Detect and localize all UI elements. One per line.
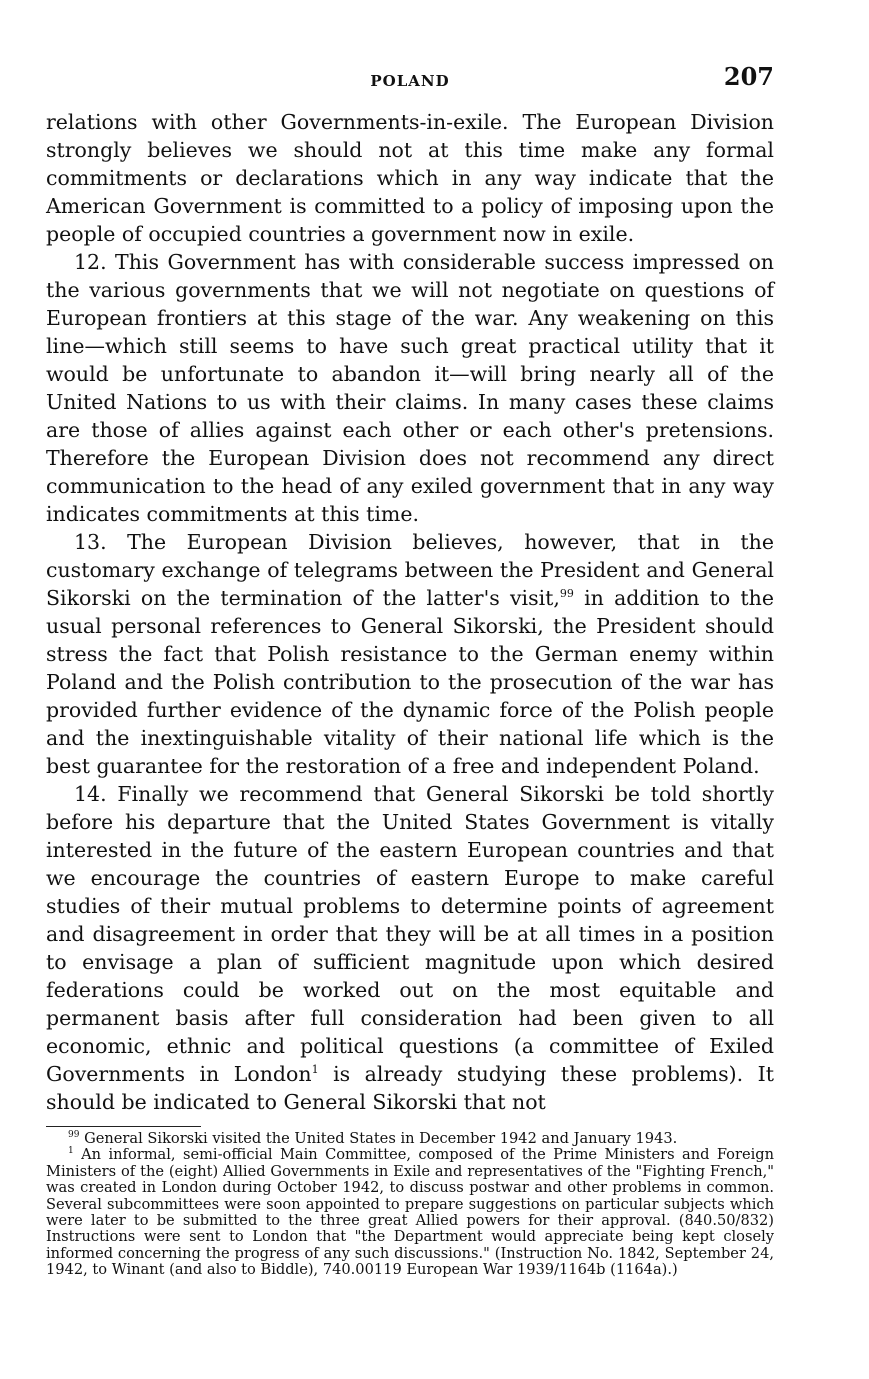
footnote-1-mark: 1 [68,1146,74,1157]
footnote-99 [46,1131,774,1147]
running-title: POLAND [370,72,450,90]
page-number: 207 [723,62,774,91]
footnote-ref-99: 99 [559,587,574,601]
footnote-99-text: General Sikorski visited the United States in December 1942 and January 1943. [84,1130,678,1147]
footnote-ref-1: 1 [311,1063,319,1077]
paragraph-14-part-a: 14. Finally we recommend that General Sikorski be told shortly before his departure that the United States Government is vitally interested in the future of the eastern European countries and that we encourage the countries of eastern Europe to make careful studies of their mutual problems to determine points of agreement and disagreement in order that they will be at all times in a position to envisage a plan of sufficient magnitude upon which desired federations could be worked out on the most equitable and permanent basis after full consideration had been given to all economic, ethnic and political questions (a committee of Exiled Governments in London [46,782,774,1086]
document-page [46,60,774,1279]
page-header [46,60,774,108]
paragraph-13-part-b: in addition to the usual personal references to General Sikorski, the President should stress the fact that Polish resistance to the German enemy within Poland and the Polish contribution to the prosecution of the war has provided further evidence of the dynamic force of the Polish people and the inextinguishable vitality of their national life which is the best guarantee for the restoration of a free and independent Poland. [46,586,774,778]
footnote-99-mark: 99 [68,1130,80,1141]
paragraph-14 [46,780,774,1116]
footnote-1-text: An informal, semi-official Main Committee, composed of the Prime Ministers and Foreign Ministers of the (eight) Allied Governments in Exile and representatives of the "Fighting French," was created in London during October 1942, to discuss postwar and other problems in common. Several subcommittees were soon appointed to prepare suggestions on particular subjects which were later to be submitted to the three great Allied powers for their approval. (840.50/832) Instructions were sent to London that "the Department would appreciate being kept closely informed concerning the progress of any such discussions." (Instruction No. 1842, September 24, 1942, to Winant (and also to Biddle), 740.00119 European War 1939/1164b (1164a).) [46,1146,774,1279]
paragraph-12: 12. This Government has with considerable success impressed on the various governments that we will not negotiate on questions of European frontiers at this stage of the war. Any weakening on this line—which still seems to have such great practical utility that it would be unfortunate to abandon it—will bring nearly all of the United Nations to us with their claims. In many cases these claims are those of allies against each other or each other's pretensions. Therefore the European Division does not recommend any direct communication to the head of any exiled government that in any way indicates commitments at this time. [46,250,774,526]
body-text [46,108,774,1116]
footnote-rule [46,1126,201,1127]
footnote-1 [46,1147,774,1278]
paragraph-13-part-a: 13. The European Division believes, however, that in the customary exchange of telegrams between the President and General Sikorski on the termination of the latter's visit, [46,530,774,610]
paragraph-13 [46,528,774,780]
paragraph-14-part-b: is already studying these problems). It should be indicated to General Sikorski that not [46,1062,774,1114]
paragraph-continuation: relations with other Governments-in-exile. The European Division strongly believes we should not at this time make any formal commitments or declarations which in any way indicate that the American Government is committed to a policy of imposing upon the people of occupied countries a government now in exile. [46,110,774,246]
footnotes [46,1131,774,1279]
